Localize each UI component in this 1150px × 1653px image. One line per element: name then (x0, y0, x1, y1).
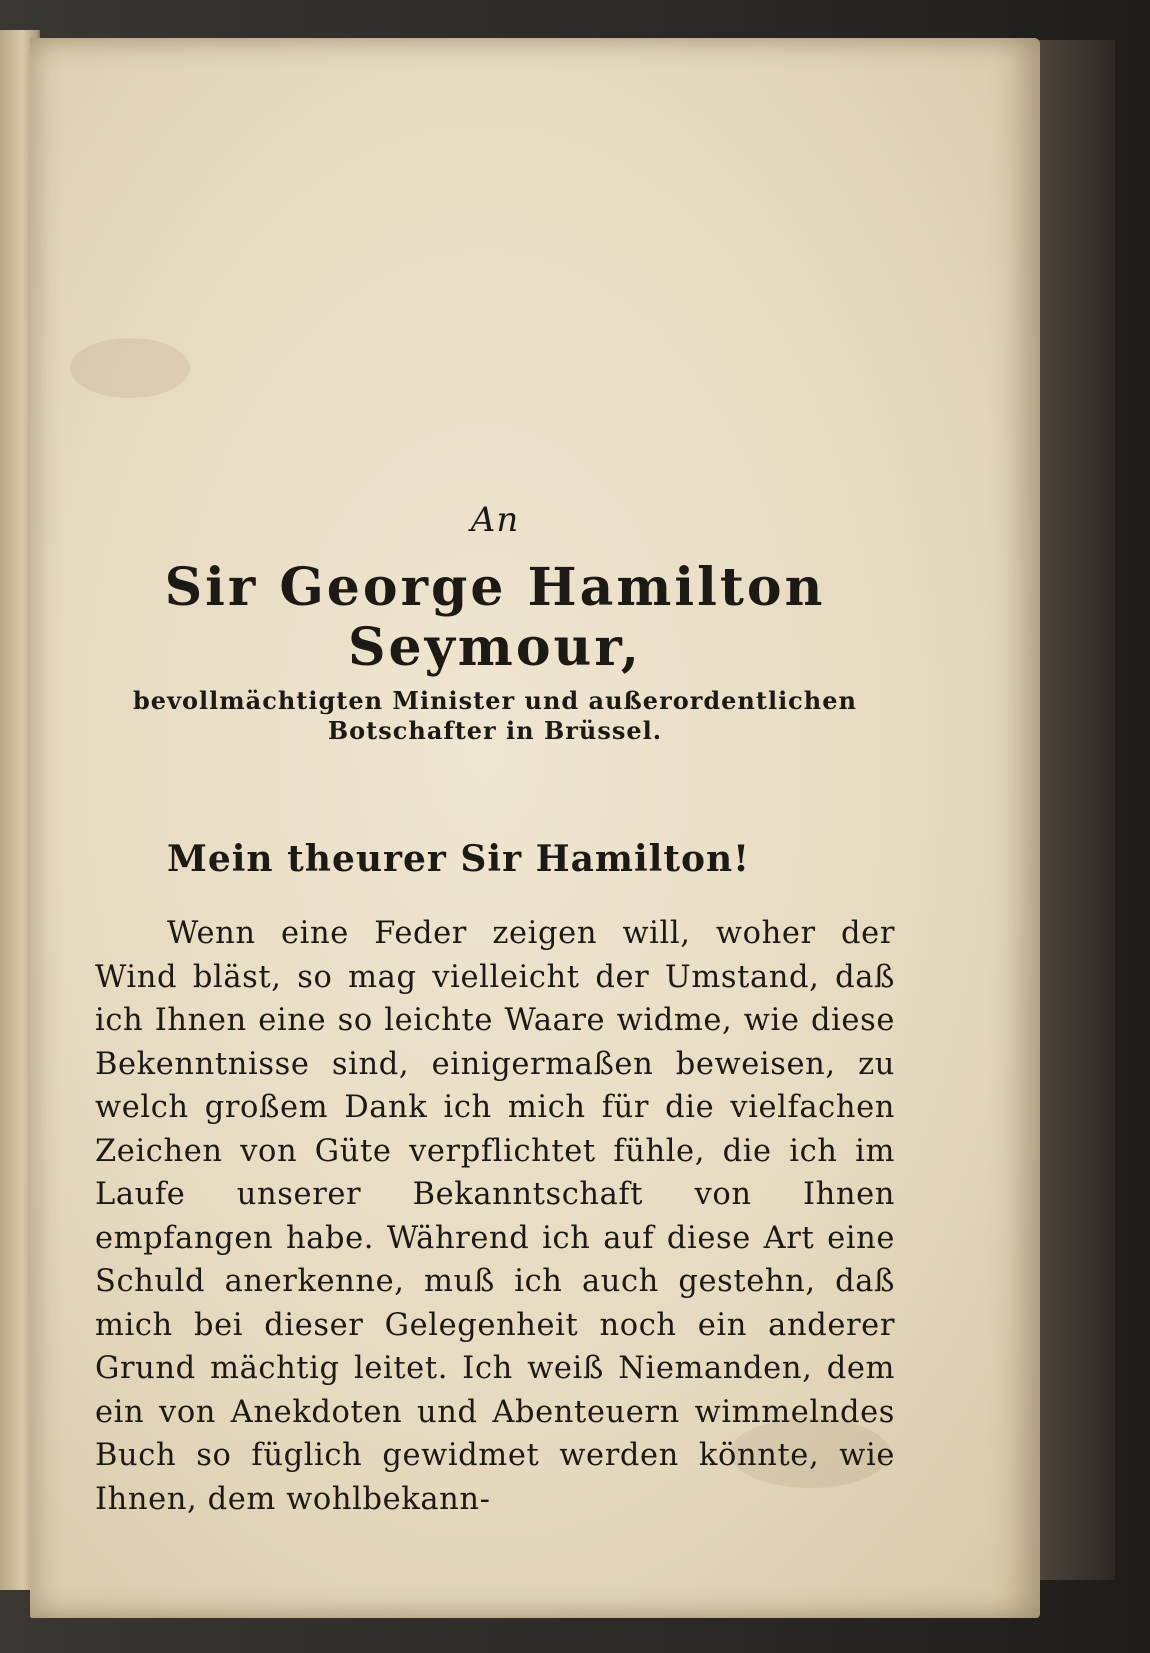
addressee-title: bevollmächtigten Minister und außerordentlichen Botschafter in Brüssel. (133, 686, 857, 745)
dedication-body: Wenn eine Feder zeigen will, woher der Wind bläst, so mag vielleicht der Umstand, daß ich Ihnen eine so leichte Waare widme, wie diese Bekenntnisse sind, einigermaßen beweisen, zu welch großem Dank ich mich für die vielfachen Zeichen von Güte verpflichtet fühle, die ich im Laufe unserer Bekanntschaft von Ihnen empfangen habe. Während ich auf diese Art eine Schuld anerkenne, muß ich auch gestehn, daß mich bei dieser Gelegenheit noch ein anderer Grund mächtig leitet. Ich weiß Niemanden, dem ein von Anekdoten und Abenteuern wimmelndes Buch so füglich gewidmet werden könnte, wie Ihnen, dem wohlbekann- (95, 916, 895, 1517)
salutation: Mein theurer Sir Hamilton! (167, 838, 750, 880)
addressee-name: Sir George Hamilton Seymour, (164, 557, 826, 678)
dedication (95, 500, 895, 1521)
dedication-heading: An (470, 500, 520, 540)
